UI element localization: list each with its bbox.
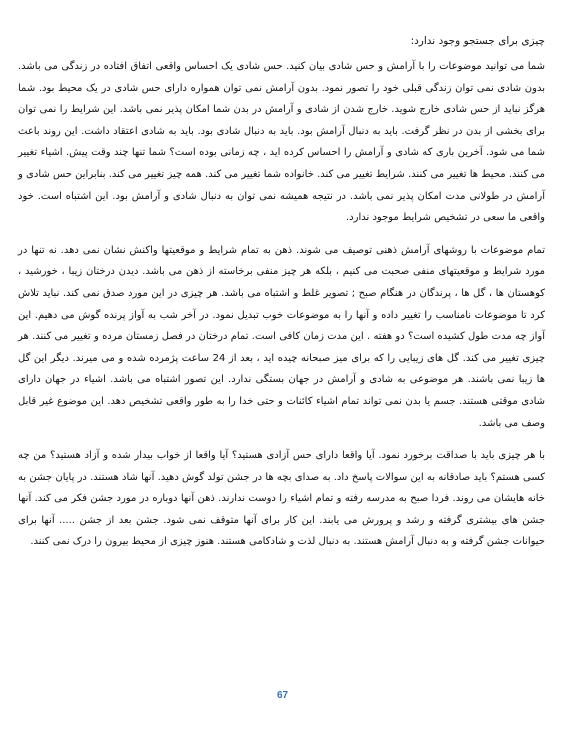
page-number: 67	[276, 690, 289, 701]
paragraph-1: شما می توانید موضوعات را با آرامش و حس شادی بیان کنید. حس شادی یک احساس واقعی اتفاق افتاده در زندگی می باشد. بدون شادی نمی توان زندگی قبلی خود را تصور نمود. بدون آرامش نمی توان همواره دارای حس شادی در یک محیط بود. شما هرگز نباید از حس شادی خارج شوید. خارج شدن از شادی و آرامش در بدن شما امکان پذیر نمی باشد. این شرایط را نمی توان برای بخشی از بدن در نظر گرفت. باید به دنبال آرامش بود. باید به دنبال شادی بود. باید به شادی اعتقاد داشت. این روند باعث شما می شود. آخرین باری که شادی و آرامش را احساس کرده اید ، چه زمانی بوده است؟ شما تنها چند وقت پیش. اشیاء تغییر می کنند. محیط ها تغییر می کنند. شرایط تغییر می کند. خانواده شما تغییر می کند. همه چیز تغییر می کند. بنابراین حس شادی و آرامش در طولانی مدت امکان پذیر نمی باشد. در نتیجه همیشه نمی توان به دنبال شادی و آرامش بود. این اشتباه است. خود واقعی ما سعی در تشخیص شرایط موجود ندارد.	[18, 61, 545, 224]
paragraph-2: تمام موضوعات با روشهای آرامش ذهنی توصیف می شوند. ذهن به تمام شرایط و موقعیتها واکنش نشان نمی دهد. نه تنها در مورد شرایط و موقعیتهای منفی صحبت می کنیم ، بلکه هر چیز منفی برخاسته از ذهن می باشد. دیدن درختان زیبا ، خورشید ، کوهستان ها ، گل ها ، پرندگان در هنگام صبح ; تصویر غلط و اشتباه می باشد. هر چیزی در این مورد صدق نمی کند. نباید تلاش کرد تا موضوعات نامناسب را تغییر داده و آنها را به موضوعات خوب تبدیل نمود. در آخر شب به آواز پرنده گوش می دهیم. این آواز چه مدت طول کشیده است؟ دو هفته . این مدت زمان کافی است. تمام درختان در فصل زمستان مرده و تغییر می کنند. هر چیزی تغییر می کند. گل های زیبایی را که برای میز صبحانه چیده اید ، بعد از 24 ساعت پژمرده شده و می میرند. دیگر این گل ها زیبا نمی باشند. هر موضوعی به شادی و آرامش در جهان بستگی ندارد. این تصور اشتباه می باشد. اشیاء در جهان دارای شادی موقتی هستند. جسم یا بدن نمی تواند تمام اشیاء کائنات و حتی خدا را به طور واقعی تشخیص دهد. این موضوع غیر قابل وصف می باشد.	[18, 244, 545, 429]
section-heading: چیزی برای جستجو وجود ندارد:	[410, 35, 545, 47]
paragraph-3: با هر چیزی باید با صداقت برخورد نمود. آیا واقعا دارای حس آزادی هستید؟ آیا واقعا از خواب بیدار شده و آزاد هستید؟ من چه کسی هستم؟ باید صادقانه به این سوالات پاسخ داد. به صدای بچه ها در جشن تولد گوش دهید. آنها شاد هستند. در پایان جشن به خانه هایشان می روند. فردا صبح به مدرسه رفته و تمام اشیاء را دوست ندارند. ذهن آنها دوباره در مورد جشن فکر می کند. آنها جشن های بیشتری گرفته و رشد و پرورش می یابند. این کار برای آنها متوقف نمی شود. جشن بعد از جشن ..... آنها برای حیوانات جشن گرفته و به دنبال آرامش هستند. به دنبال لذت و شادکامی هستند. هنوز چیزی از محیط بیرون را درک نمی کنند.	[18, 450, 545, 548]
document-page	[18, 30, 545, 564]
